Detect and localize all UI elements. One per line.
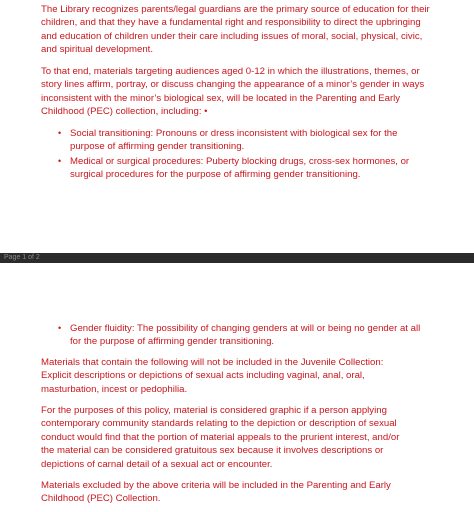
graphic-definition-line: conduct would find that the portion of material appeals to the prurient interest, and/or xyxy=(41,431,400,443)
intro-line: The Library recognizes parents/legal guardians are the primary source of education for their xyxy=(41,4,430,15)
intro-paragraph xyxy=(41,3,439,57)
pec-statement-line: Childhood (PEC) collection, including: • xyxy=(41,106,208,118)
graphic-definition-line: the material can be considered gratuitous sex because it involves descriptions or xyxy=(41,445,384,457)
graphic-definition-line: contemporary community standards relating to the depiction or description of sexual xyxy=(41,418,397,430)
juvenile-exclusion-line: Materials that contain the following will not be included in the Juvenile Collection: xyxy=(41,357,384,368)
pec-statement-paragraph xyxy=(41,65,439,119)
intro-line: children, and that they have a fundamental right and responsibility to direct the upbringing xyxy=(41,17,421,29)
bullet-icon: • xyxy=(58,156,62,166)
bullet-text xyxy=(70,322,420,349)
pec-placement-line: Childhood (PEC) Collection. xyxy=(41,493,161,505)
bullet-icon: • xyxy=(58,323,62,333)
bullet-text xyxy=(70,127,397,154)
bullet-line: Medical or surgical procedures: Puberty blocking drugs, cross-sex hormones, or xyxy=(70,156,410,167)
bullet-line: surgical procedures for the purpose of affirming gender transitioning. xyxy=(70,169,361,181)
juvenile-exclusion-line: Explicit descriptions or depictions of sexual acts including vaginal, anal, oral, xyxy=(41,370,365,382)
pec-statement-line: To that end, materials targeting audiences aged 0-12 in which the illustrations, themes, or xyxy=(41,66,420,77)
page-break-bar xyxy=(0,253,474,263)
juvenile-exclusion-line: masturbation, incest or pedophilia. xyxy=(41,383,188,395)
graphic-definition-line: For the purposes of this policy, material is considered graphic if a person applying xyxy=(41,405,387,416)
bullet-line: purpose of affirming gender transitioning. xyxy=(70,141,245,153)
bullet-line: Gender fluidity: The possibility of changing genders at will or being no gender at all xyxy=(70,323,421,334)
pec-placement-paragraph xyxy=(41,479,439,506)
graphic-definition-line: depictions of carnal detail of a sexual act or encounter. xyxy=(41,458,273,470)
document-page-bottom xyxy=(0,263,474,512)
bullet-text xyxy=(70,155,409,182)
document-page-top xyxy=(0,0,474,253)
page-indicator: Page 1 of 2 xyxy=(4,254,40,261)
bullet-line: Social transitioning: Pronouns or dress inconsistent with biological sex for the xyxy=(70,128,398,139)
graphic-definition-paragraph xyxy=(41,404,439,471)
bullet-icon: • xyxy=(58,128,62,138)
pec-statement-line: inconsistent with the minor’s biological sex, will be located in the Parenting and Early xyxy=(41,92,401,104)
pec-statement-line: story lines affirm, portray, or discuss changing the appearance of a minor’s gender in ways xyxy=(41,79,425,91)
intro-line: and spiritual development. xyxy=(41,44,153,56)
bullet-line: for the purpose of affirming gender transitioning. xyxy=(70,336,275,348)
juvenile-exclusion-paragraph xyxy=(41,356,439,396)
intro-line: and education of children under their care including issues of moral, social, physical, civic, xyxy=(41,30,423,42)
pec-placement-line: Materials excluded by the above criteria will be included in the Parenting and Early xyxy=(41,480,391,491)
